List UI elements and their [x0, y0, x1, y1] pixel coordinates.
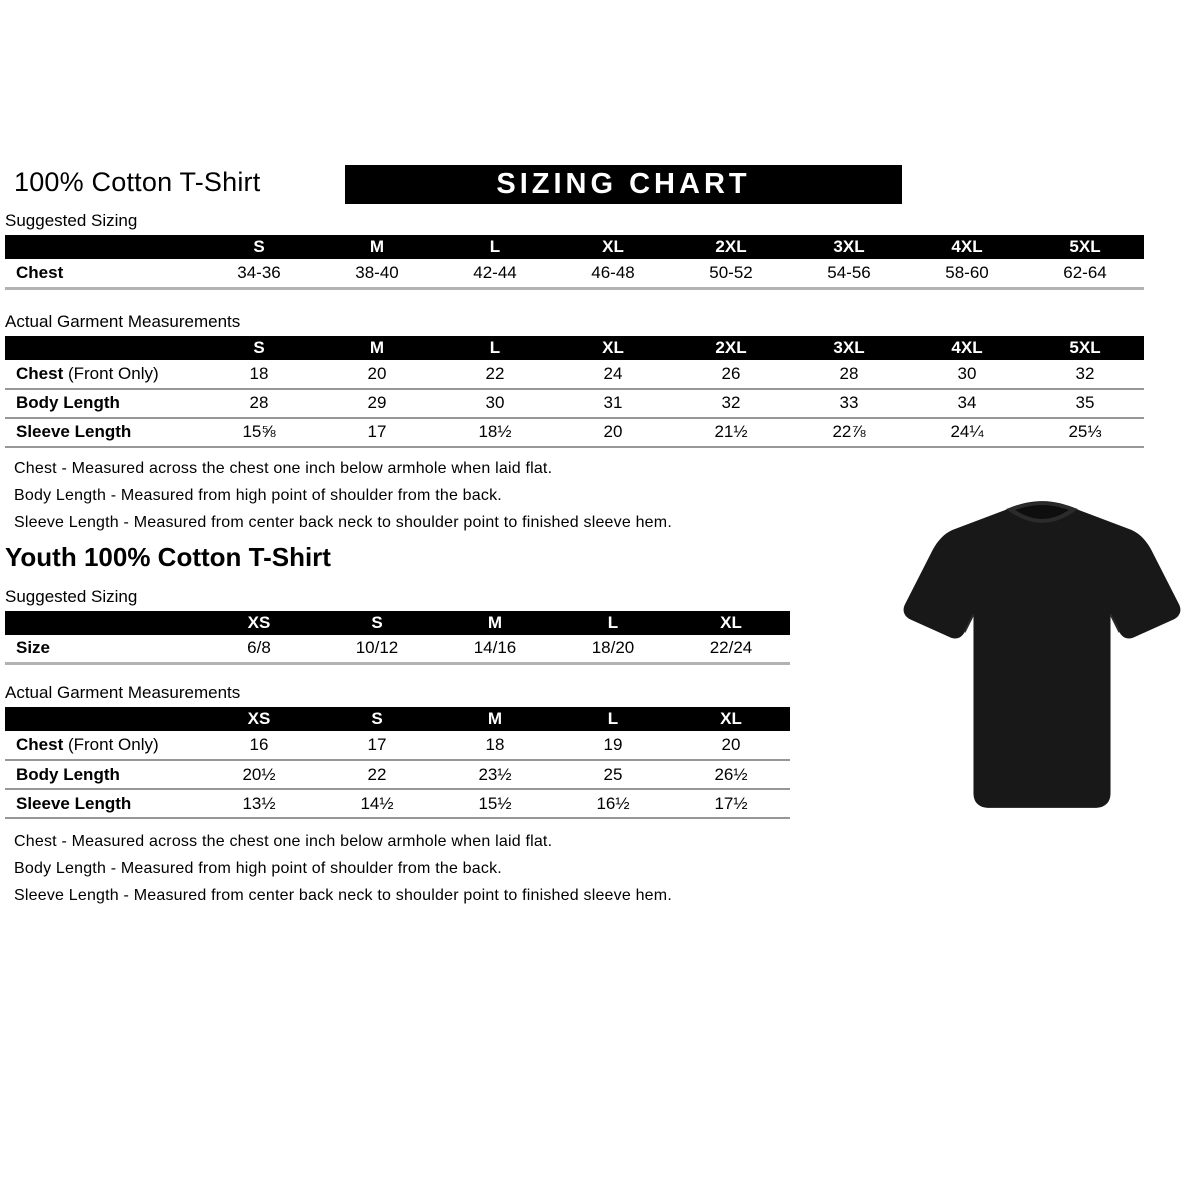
- size-column-header: L: [436, 235, 554, 259]
- size-column-header: XL: [554, 235, 672, 259]
- row-label: Size: [5, 635, 200, 664]
- table-cell: 14½: [318, 789, 436, 818]
- tshirt-graphic: [898, 482, 1186, 827]
- page-header: [5, 165, 1145, 207]
- row-label: [5, 418, 200, 447]
- table-cell: 42-44: [436, 259, 554, 288]
- table-cell: 30: [908, 360, 1026, 389]
- table-cell: 32: [1026, 360, 1144, 389]
- size-column-header: L: [436, 336, 554, 360]
- row-label-text: Chest: [16, 363, 64, 383]
- size-column-header: M: [436, 611, 554, 635]
- table-header-row: [5, 707, 790, 731]
- table-cell: 38-40: [318, 259, 436, 288]
- row-label-text: Sleeve Length: [16, 422, 132, 441]
- table-cell: 32: [672, 389, 790, 418]
- table-row: [5, 259, 1144, 288]
- youth-suggested-heading: Suggested Sizing: [5, 586, 138, 606]
- table-cell: 10/12: [318, 635, 436, 664]
- table-cell: 15½: [436, 789, 554, 818]
- row-label-suffix: (Front Only): [63, 363, 159, 383]
- table-cell: 58-60: [908, 259, 1026, 288]
- header-spacer: [5, 707, 200, 731]
- size-column-header: XL: [672, 707, 790, 731]
- table-row: [5, 389, 1144, 418]
- table-cell: 22: [318, 760, 436, 789]
- row-label: [5, 360, 200, 389]
- table-header-row: [5, 611, 790, 635]
- size-column-header: M: [318, 336, 436, 360]
- table-cell: 21½: [672, 418, 790, 447]
- youth-measurement-notes: [5, 833, 1145, 905]
- table-cell: 54-56: [790, 259, 908, 288]
- adult-title: 100% Cotton T-Shirt: [14, 167, 261, 197]
- size-column-header: S: [200, 235, 318, 259]
- header-spacer: [5, 336, 200, 360]
- table-row: [5, 731, 790, 760]
- note-sleeve-length: Sleeve Length - Measured from center back neck to shoulder point to finished sleeve hem.: [14, 887, 672, 904]
- table-header-row: [5, 235, 1144, 259]
- table-cell: 22⅞: [790, 418, 908, 447]
- row-label-text: Sleeve Length: [16, 793, 132, 813]
- table-cell: 30: [436, 389, 554, 418]
- table-cell: 24¼: [908, 418, 1026, 447]
- table-cell: 15⅝: [200, 418, 318, 447]
- table-row: [5, 635, 790, 664]
- youth-garment-table: [5, 707, 790, 819]
- adult-suggested-heading: Suggested Sizing: [5, 211, 138, 230]
- size-column-header: 2XL: [672, 336, 790, 360]
- youth-suggested-table: [5, 611, 790, 666]
- table-cell: 23½: [436, 760, 554, 789]
- table-cell: 35: [1026, 389, 1144, 418]
- row-label-text: Chest: [16, 735, 64, 754]
- size-column-header: M: [436, 707, 554, 731]
- row-label-text: Body Length: [16, 393, 120, 412]
- table-row: [5, 418, 1144, 447]
- sizing-chart-banner: SIZING CHART: [345, 165, 902, 204]
- table-cell: 16½: [554, 789, 672, 818]
- header-spacer: [5, 611, 200, 635]
- row-label-suffix: (Front Only): [63, 735, 159, 754]
- table-cell: 6/8: [200, 635, 318, 664]
- note-body-length: Body Length - Measured from high point of shoulder from the back.: [14, 486, 502, 504]
- note-body-length: Body Length - Measured from high point of shoulder from the back.: [14, 860, 502, 877]
- row-label: [5, 760, 200, 789]
- size-column-header: XL: [672, 611, 790, 635]
- table-cell: 33: [790, 389, 908, 418]
- row-label: [5, 389, 200, 418]
- table-cell: 26: [672, 360, 790, 389]
- table-header-row: [5, 336, 1144, 360]
- youth-garment-heading: Actual Garment Measurements: [5, 683, 241, 702]
- table-cell: 20: [672, 731, 790, 760]
- table-cell: 14/16: [436, 635, 554, 664]
- header-spacer: [5, 235, 200, 259]
- table-cell: 17: [318, 418, 436, 447]
- table-cell: 22/24: [672, 635, 790, 664]
- row-label-text: Body Length: [16, 764, 120, 784]
- size-column-header: 3XL: [790, 235, 908, 259]
- size-column-header: S: [318, 707, 436, 731]
- table-cell: 22: [436, 360, 554, 389]
- table-cell: 18: [200, 360, 318, 389]
- size-column-header: XS: [200, 707, 318, 731]
- table-row: [5, 360, 1144, 389]
- size-column-header: 5XL: [1026, 235, 1144, 259]
- table-cell: 34-36: [200, 259, 318, 288]
- size-column-header: 4XL: [908, 235, 1026, 259]
- size-column-header: 3XL: [790, 336, 908, 360]
- size-column-header: L: [554, 611, 672, 635]
- table-row: [5, 760, 790, 789]
- size-column-header: 5XL: [1026, 336, 1144, 360]
- table-cell: 28: [790, 360, 908, 389]
- table-cell: 34: [908, 389, 1026, 418]
- row-label: Chest: [5, 259, 200, 288]
- size-column-header: XS: [200, 611, 318, 635]
- table-cell: 46-48: [554, 259, 672, 288]
- size-column-header: XL: [554, 336, 672, 360]
- table-cell: 19: [554, 731, 672, 760]
- note-chest: Chest - Measured across the chest one inch below armhole when laid flat.: [14, 459, 553, 477]
- table-cell: 20: [318, 360, 436, 389]
- size-column-header: 4XL: [908, 336, 1026, 360]
- table-cell: 31: [554, 389, 672, 418]
- table-cell: 20: [554, 418, 672, 447]
- table-cell: 18: [436, 731, 554, 760]
- size-column-header: 2XL: [672, 235, 790, 259]
- size-column-header: S: [318, 611, 436, 635]
- adult-garment-table: [5, 336, 1144, 448]
- black-tshirt-image: [898, 482, 1186, 827]
- table-cell: 25⅓: [1026, 418, 1144, 447]
- table-cell: 20½: [200, 760, 318, 789]
- table-cell: 16: [200, 731, 318, 760]
- table-row: [5, 789, 790, 818]
- note-chest: Chest - Measured across the chest one inch below armhole when laid flat.: [14, 833, 553, 850]
- table-cell: 62-64: [1026, 259, 1144, 288]
- table-cell: 28: [200, 389, 318, 418]
- size-column-header: L: [554, 707, 672, 731]
- table-cell: 18½: [436, 418, 554, 447]
- size-column-header: M: [318, 235, 436, 259]
- table-cell: 25: [554, 760, 672, 789]
- table-cell: 26½: [672, 760, 790, 789]
- note-sleeve-length: Sleeve Length - Measured from center back neck to shoulder point to finished sleeve hem.: [14, 513, 672, 531]
- table-cell: 17½: [672, 789, 790, 818]
- adult-garment-heading: Actual Garment Measurements: [5, 311, 241, 331]
- adult-suggested-table: [5, 235, 1144, 290]
- table-cell: 24: [554, 360, 672, 389]
- table-cell: 50-52: [672, 259, 790, 288]
- table-cell: 17: [318, 731, 436, 760]
- table-cell: 13½: [200, 789, 318, 818]
- table-cell: 18/20: [554, 635, 672, 664]
- row-label: [5, 789, 200, 818]
- table-cell: 29: [318, 389, 436, 418]
- youth-title: Youth 100% Cotton T-Shirt: [5, 541, 331, 572]
- row-label: [5, 731, 200, 760]
- size-column-header: S: [200, 336, 318, 360]
